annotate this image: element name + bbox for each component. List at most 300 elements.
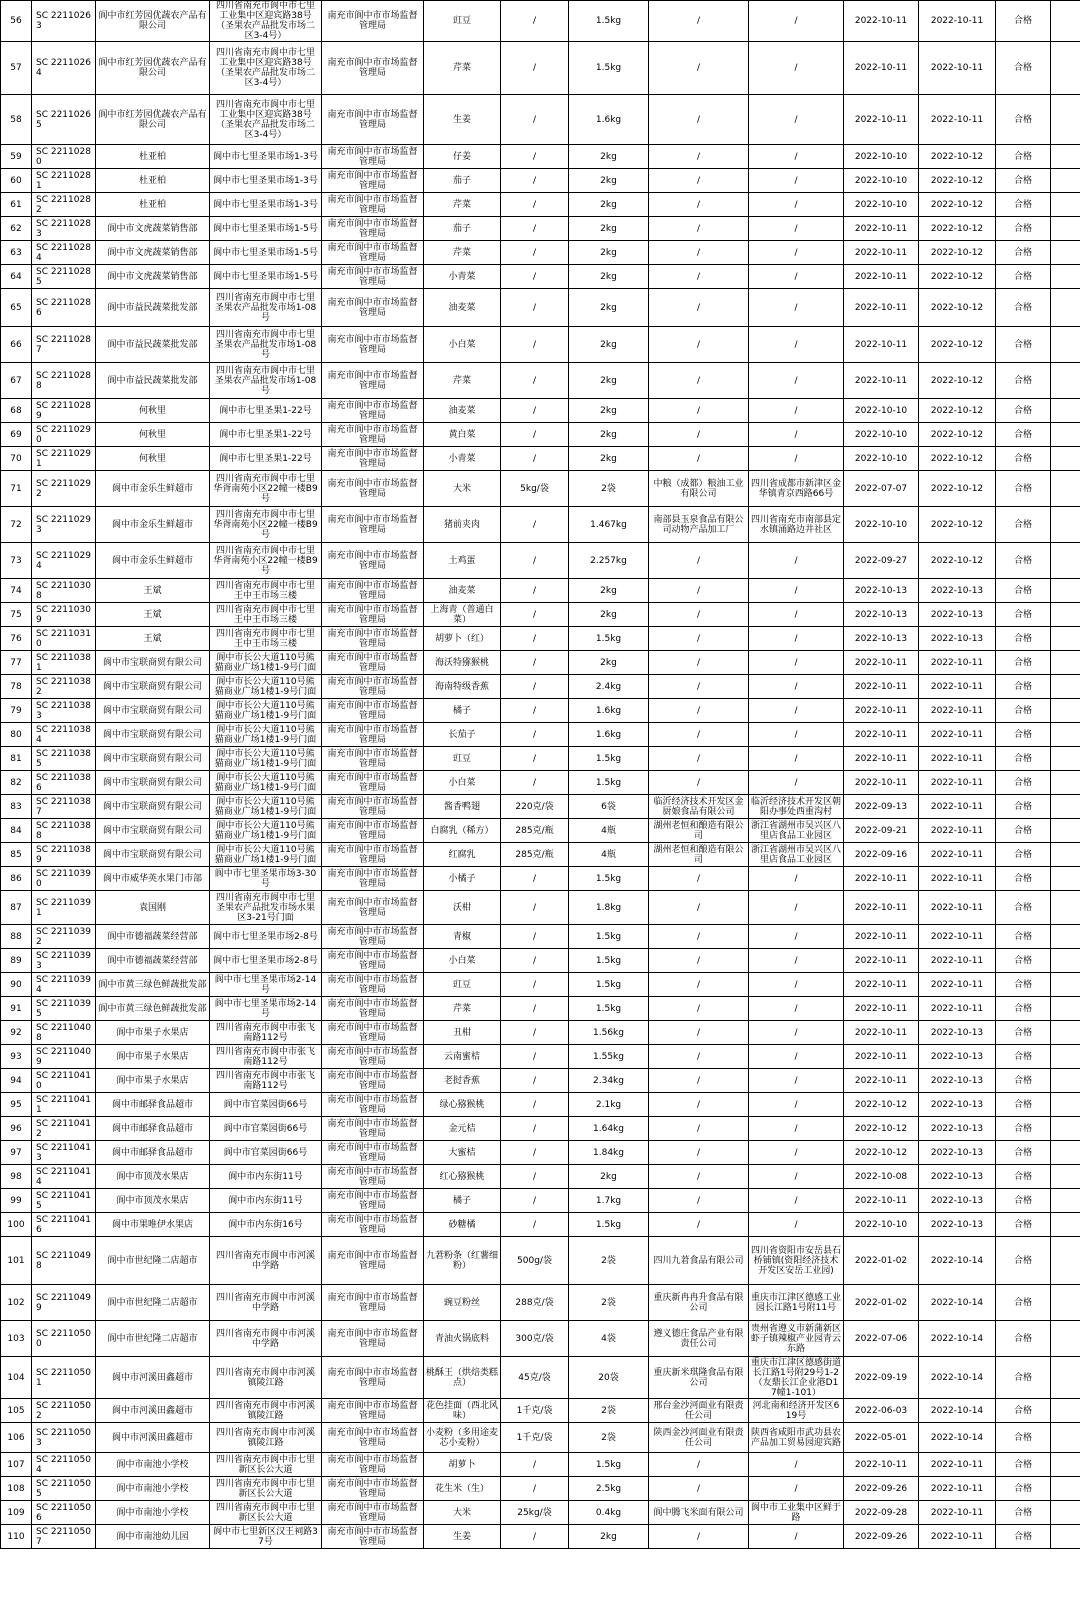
row-number: 107 (1, 1453, 32, 1477)
seller-address: 四川省南充市阆中市七里工业集中区迎宾路38号（圣果农产品批发市场二区3-4号） (210, 1, 322, 42)
food-name: 小麦粉（多用途麦芯小麦粉） (424, 1423, 501, 1453)
sample-quantity: 2.5kg (569, 1477, 649, 1501)
result: 合格 (996, 819, 1051, 843)
manufacturer-address: / (749, 747, 844, 771)
inspection-agency: 南充市阆中市市场监督管理局 (322, 1045, 424, 1069)
production-date: 2022-10-12 (844, 1093, 919, 1117)
row-number: 99 (1, 1189, 32, 1213)
production-date: 2022-10-10 (844, 169, 919, 193)
sample-quantity: 2袋 (569, 471, 649, 507)
production-date: 2022-10-11 (844, 42, 919, 95)
manufacturer-address: / (749, 949, 844, 973)
extra-cell (1051, 1321, 1080, 1357)
manufacturer: / (649, 447, 749, 471)
seller-name: 何秋里 (96, 423, 210, 447)
seller-address: 阆中市七里圣果市场3-30号 (210, 867, 322, 891)
extra-cell (1051, 1213, 1080, 1237)
production-date: 2022-10-11 (844, 217, 919, 241)
table-row (1, 1321, 1080, 1357)
production-date: 2022-10-11 (844, 651, 919, 675)
inspection-agency: 南充市阆中市市场监督管理局 (322, 399, 424, 423)
inspection-agency: 南充市阆中市市场监督管理局 (322, 1321, 424, 1357)
row-number: 69 (1, 423, 32, 447)
table-row (1, 363, 1080, 399)
food-name: 绿心猕猴桃 (424, 1093, 501, 1117)
sample-code: SC 22110391 (32, 891, 96, 925)
manufacturer: 遵义德庄食品产业有限责任公司 (649, 1321, 749, 1357)
sample-quantity: 2kg (569, 265, 649, 289)
manufacturer-address: / (749, 579, 844, 603)
manufacturer: / (649, 1021, 749, 1045)
row-number: 79 (1, 699, 32, 723)
sampling-date: 2022-10-11 (919, 42, 996, 95)
specification: 300克/袋 (501, 1321, 569, 1357)
manufacturer-address: / (749, 1453, 844, 1477)
food-name: 橘子 (424, 1189, 501, 1213)
extra-cell (1051, 1477, 1080, 1501)
table-row (1, 169, 1080, 193)
sample-quantity: 1.7kg (569, 1189, 649, 1213)
result: 合格 (996, 1189, 1051, 1213)
sample-quantity: 1.467kg (569, 507, 649, 543)
food-name: 长茄子 (424, 723, 501, 747)
seller-address: 四川省南充市阆中市七里华胥南苑小区22幢一楼B9号 (210, 543, 322, 579)
sample-quantity: 6袋 (569, 795, 649, 819)
manufacturer: / (649, 1213, 749, 1237)
specification: 220克/袋 (501, 795, 569, 819)
food-name: 芹菜 (424, 193, 501, 217)
table-row (1, 1357, 1080, 1399)
result: 合格 (996, 145, 1051, 169)
production-date: 2022-10-11 (844, 973, 919, 997)
result: 合格 (996, 1, 1051, 42)
table-row (1, 1453, 1080, 1477)
manufacturer-address: / (749, 627, 844, 651)
food-name: 猪前夹肉 (424, 507, 501, 543)
manufacturer: / (649, 169, 749, 193)
sample-code: SC 22110390 (32, 867, 96, 891)
seller-address: 阆中市长公大道110号熊猫商业广场1楼1-9号门面 (210, 723, 322, 747)
sample-quantity: 2.34kg (569, 1069, 649, 1093)
extra-cell (1051, 819, 1080, 843)
row-number: 82 (1, 771, 32, 795)
extra-cell (1051, 627, 1080, 651)
production-date: 2022-09-16 (844, 843, 919, 867)
manufacturer-address: / (749, 327, 844, 363)
manufacturer: / (649, 723, 749, 747)
extra-cell (1051, 771, 1080, 795)
production-date: 2022-10-10 (844, 193, 919, 217)
sample-quantity: 2.257kg (569, 543, 649, 579)
table-row (1, 819, 1080, 843)
seller-address: 阆中市长公大道110号熊猫商业广场1楼1-9号门面 (210, 699, 322, 723)
manufacturer-address: / (749, 1021, 844, 1045)
inspection-agency: 南充市阆中市市场监督管理局 (322, 217, 424, 241)
seller-name: 阆中市宝联商贸有限公司 (96, 819, 210, 843)
inspection-agency: 南充市阆中市市场监督管理局 (322, 1069, 424, 1093)
extra-cell (1051, 1093, 1080, 1117)
production-date: 2022-10-10 (844, 399, 919, 423)
specification: / (501, 1141, 569, 1165)
sample-code: SC 22110387 (32, 795, 96, 819)
sample-code: SC 22110505 (32, 1477, 96, 1501)
manufacturer: / (649, 579, 749, 603)
sample-code: SC 22110411 (32, 1093, 96, 1117)
table-row (1, 507, 1080, 543)
food-name: 大米 (424, 1501, 501, 1525)
manufacturer: / (649, 1045, 749, 1069)
specification: 285克/瓶 (501, 843, 569, 867)
result: 合格 (996, 1045, 1051, 1069)
seller-address: 阆中市七里圣果市场1-3号 (210, 193, 322, 217)
specification: / (501, 447, 569, 471)
row-number: 73 (1, 543, 32, 579)
table-row (1, 1117, 1080, 1141)
sample-code: SC 22110293 (32, 507, 96, 543)
manufacturer: / (649, 771, 749, 795)
manufacturer-address: 四川省资阳市安岳县石桥铺镇(资阳经济技术开发区安岳工业园) (749, 1237, 844, 1285)
extra-cell (1051, 1, 1080, 42)
seller-name: 阆中市益民蔬菜批发部 (96, 289, 210, 327)
seller-name: 阆中市德福蔬菜经营部 (96, 949, 210, 973)
production-date: 2022-10-11 (844, 1189, 919, 1213)
sample-quantity: 2kg (569, 651, 649, 675)
table-row (1, 747, 1080, 771)
sample-quantity: 1.5kg (569, 925, 649, 949)
extra-cell (1051, 1189, 1080, 1213)
sample-code: SC 22110384 (32, 723, 96, 747)
sampling-date: 2022-10-12 (919, 507, 996, 543)
result: 合格 (996, 1021, 1051, 1045)
seller-name: 阆中市果子水果店 (96, 1069, 210, 1093)
seller-name: 阆中市宝联商贸有限公司 (96, 771, 210, 795)
sample-code: SC 22110392 (32, 925, 96, 949)
seller-address: 四川省南充市阆中市河溪镇陵江路 (210, 1423, 322, 1453)
seller-name: 何秋里 (96, 399, 210, 423)
sampling-date: 2022-10-11 (919, 747, 996, 771)
sample-quantity: 2kg (569, 1525, 649, 1549)
sampling-date: 2022-10-11 (919, 1525, 996, 1549)
result: 合格 (996, 747, 1051, 771)
inspection-agency: 南充市阆中市市场监督管理局 (322, 265, 424, 289)
seller-name: 阆中市邮驿食品超市 (96, 1117, 210, 1141)
production-date: 2022-01-02 (844, 1285, 919, 1321)
row-number: 72 (1, 507, 32, 543)
specification: 288克/袋 (501, 1285, 569, 1321)
specification: 500g/袋 (501, 1237, 569, 1285)
manufacturer: / (649, 627, 749, 651)
food-name: 白腐乳（稀方） (424, 819, 501, 843)
sampling-date: 2022-10-11 (919, 949, 996, 973)
manufacturer-address: / (749, 699, 844, 723)
seller-address: 阆中市七里新区汉王祠路37号 (210, 1525, 322, 1549)
sample-code: SC 22110499 (32, 1285, 96, 1321)
sampling-date: 2022-10-12 (919, 145, 996, 169)
inspection-agency: 南充市阆中市市场监督管理局 (322, 1501, 424, 1525)
manufacturer-address: / (749, 997, 844, 1021)
inspection-agency: 南充市阆中市市场监督管理局 (322, 363, 424, 399)
extra-cell (1051, 42, 1080, 95)
table-row (1, 193, 1080, 217)
manufacturer-address: / (749, 1525, 844, 1549)
inspection-agency: 南充市阆中市市场监督管理局 (322, 1213, 424, 1237)
specification: / (501, 1117, 569, 1141)
food-name: 茄子 (424, 217, 501, 241)
manufacturer-address: 浙江省湖州市吴兴区八里店食品工业园区 (749, 819, 844, 843)
sample-code: SC 22110265 (32, 95, 96, 145)
specification: / (501, 507, 569, 543)
seller-address: 四川省南充市阆中市七里圣果农产品批发市场1-08号 (210, 289, 322, 327)
seller-address: 阆中市七里圣果1-22号 (210, 447, 322, 471)
sampling-date: 2022-10-11 (919, 867, 996, 891)
row-number: 94 (1, 1069, 32, 1093)
seller-address: 四川省南充市阆中市河溪镇陵江路 (210, 1357, 322, 1399)
manufacturer-address: 贵州省遵义市新蒲新区虾子镇辣椒产业园青云东路 (749, 1321, 844, 1357)
manufacturer: / (649, 1093, 749, 1117)
sample-quantity: 1.6kg (569, 723, 649, 747)
seller-address: 四川省南充市阆中市七里华胥南苑小区22幢一楼B9号 (210, 471, 322, 507)
production-date: 2022-06-03 (844, 1399, 919, 1423)
inspection-agency: 南充市阆中市市场监督管理局 (322, 699, 424, 723)
seller-address: 四川省南充市阆中市七里圣果农产品批发市场1-08号 (210, 363, 322, 399)
seller-name: 王斌 (96, 579, 210, 603)
production-date: 2022-10-08 (844, 1165, 919, 1189)
seller-name: 阆中市世纪隆二店超市 (96, 1285, 210, 1321)
food-name: 仔姜 (424, 145, 501, 169)
manufacturer: / (649, 603, 749, 627)
extra-cell (1051, 1423, 1080, 1453)
specification: / (501, 603, 569, 627)
manufacturer: 湖州老恒和酿造有限公司 (649, 819, 749, 843)
manufacturer: / (649, 42, 749, 95)
row-number: 78 (1, 675, 32, 699)
manufacturer-address: / (749, 867, 844, 891)
specification: / (501, 1189, 569, 1213)
row-number: 59 (1, 145, 32, 169)
sample-quantity: 2kg (569, 1165, 649, 1189)
sample-quantity: 1.5kg (569, 747, 649, 771)
manufacturer-address: / (749, 891, 844, 925)
extra-cell (1051, 1285, 1080, 1321)
seller-name: 阆中市邮驿食品超市 (96, 1141, 210, 1165)
sample-code: SC 22110289 (32, 399, 96, 423)
sample-code: SC 22110408 (32, 1021, 96, 1045)
inspection-agency: 南充市阆中市市场监督管理局 (322, 1453, 424, 1477)
specification: / (501, 675, 569, 699)
extra-cell (1051, 675, 1080, 699)
sample-quantity: 1.5kg (569, 771, 649, 795)
manufacturer: 四川九莙食品有限公司 (649, 1237, 749, 1285)
production-date: 2022-10-12 (844, 1117, 919, 1141)
food-name: 油麦菜 (424, 399, 501, 423)
table-row (1, 1525, 1080, 1549)
specification: / (501, 747, 569, 771)
seller-name: 杜亚柏 (96, 145, 210, 169)
manufacturer: / (649, 1189, 749, 1213)
table-row (1, 723, 1080, 747)
result: 合格 (996, 95, 1051, 145)
production-date: 2022-09-13 (844, 795, 919, 819)
inspection-agency: 南充市阆中市市场监督管理局 (322, 289, 424, 327)
extra-cell (1051, 1165, 1080, 1189)
seller-address: 阆中市七里圣果市场1-5号 (210, 265, 322, 289)
extra-cell (1051, 169, 1080, 193)
row-number: 60 (1, 169, 32, 193)
extra-cell (1051, 1117, 1080, 1141)
manufacturer: 重庆新米琪隆食品有限公司 (649, 1357, 749, 1399)
food-name: 豇豆 (424, 1, 501, 42)
seller-name: 王斌 (96, 627, 210, 651)
inspection-agency: 南充市阆中市市场监督管理局 (322, 193, 424, 217)
specification: 285克/瓶 (501, 819, 569, 843)
production-date: 2022-07-07 (844, 471, 919, 507)
seller-address: 四川省南充市阆中市七里新区长公大道 (210, 1453, 322, 1477)
manufacturer: / (649, 399, 749, 423)
extra-cell (1051, 723, 1080, 747)
food-name: 芹菜 (424, 997, 501, 1021)
table-row (1, 1, 1080, 42)
inspection-agency: 南充市阆中市市场监督管理局 (322, 925, 424, 949)
seller-name: 阆中市金乐生鲜超市 (96, 543, 210, 579)
manufacturer: 重庆新冉冉升食品有限公司 (649, 1285, 749, 1321)
inspection-agency: 南充市阆中市市场监督管理局 (322, 1399, 424, 1423)
sample-quantity: 1.6kg (569, 699, 649, 723)
table-row (1, 1399, 1080, 1423)
sampling-date: 2022-10-11 (919, 699, 996, 723)
sample-code: SC 22110409 (32, 1045, 96, 1069)
inspection-agency: 南充市阆中市市场监督管理局 (322, 891, 424, 925)
sampling-date: 2022-10-12 (919, 289, 996, 327)
seller-address: 四川省南充市阆中市七里华胥南苑小区22幢一楼B9号 (210, 507, 322, 543)
sample-quantity: 1.5kg (569, 867, 649, 891)
sampling-date: 2022-10-13 (919, 1045, 996, 1069)
food-name: 小橘子 (424, 867, 501, 891)
production-date: 2022-10-10 (844, 145, 919, 169)
inspection-agency: 南充市阆中市市场监督管理局 (322, 1, 424, 42)
specification: 1千克/袋 (501, 1423, 569, 1453)
manufacturer-address: / (749, 675, 844, 699)
seller-name: 阆中市益民蔬菜批发部 (96, 327, 210, 363)
manufacturer: / (649, 925, 749, 949)
production-date: 2022-10-11 (844, 1069, 919, 1093)
inspection-agency: 南充市阆中市市场监督管理局 (322, 327, 424, 363)
inspection-agency: 南充市阆中市市场监督管理局 (322, 675, 424, 699)
sample-quantity: 1.5kg (569, 1453, 649, 1477)
row-number: 106 (1, 1423, 32, 1453)
sample-quantity: 2kg (569, 217, 649, 241)
inspection-agency: 南充市阆中市市场监督管理局 (322, 627, 424, 651)
sample-code: SC 22110383 (32, 699, 96, 723)
table-row (1, 867, 1080, 891)
specification: / (501, 1525, 569, 1549)
inspection-agency: 南充市阆中市市场监督管理局 (322, 651, 424, 675)
sample-quantity: 2.1kg (569, 1093, 649, 1117)
seller-name: 阆中市威华英水果门市部 (96, 867, 210, 891)
manufacturer: / (649, 363, 749, 399)
sample-quantity: 4瓶 (569, 843, 649, 867)
manufacturer-address: / (749, 1, 844, 42)
row-number: 100 (1, 1213, 32, 1237)
result: 合格 (996, 579, 1051, 603)
row-number: 85 (1, 843, 32, 867)
specification: / (501, 42, 569, 95)
row-number: 96 (1, 1117, 32, 1141)
manufacturer: / (649, 1, 749, 42)
seller-address: 四川省南充市阆中市河溪中学路 (210, 1285, 322, 1321)
row-number: 88 (1, 925, 32, 949)
table-row (1, 579, 1080, 603)
seller-name: 阆中市宝联商贸有限公司 (96, 675, 210, 699)
result: 合格 (996, 543, 1051, 579)
seller-address: 阆中市长公大道110号熊猫商业广场1楼1-9号门面 (210, 651, 322, 675)
inspection-agency: 南充市阆中市市场监督管理局 (322, 507, 424, 543)
seller-address: 阆中市七里圣果1-22号 (210, 399, 322, 423)
inspection-agency: 南充市阆中市市场监督管理局 (322, 1525, 424, 1549)
manufacturer-address: / (749, 1093, 844, 1117)
food-name: 金元桔 (424, 1117, 501, 1141)
sample-quantity: 1.55kg (569, 1045, 649, 1069)
sample-code: SC 22110382 (32, 675, 96, 699)
sample-code: SC 22110309 (32, 603, 96, 627)
production-date: 2022-10-11 (844, 1021, 919, 1045)
table-row (1, 289, 1080, 327)
manufacturer: / (649, 891, 749, 925)
manufacturer-address: / (749, 42, 844, 95)
inspection-agency: 南充市阆中市市场监督管理局 (322, 723, 424, 747)
sampling-date: 2022-10-12 (919, 193, 996, 217)
specification: / (501, 327, 569, 363)
specification: / (501, 193, 569, 217)
row-number: 104 (1, 1357, 32, 1399)
row-number: 61 (1, 193, 32, 217)
food-name: 芹菜 (424, 42, 501, 95)
manufacturer: / (649, 675, 749, 699)
food-name: 胡萝卜（红） (424, 627, 501, 651)
manufacturer: 南部县玉泉食品有限公司动物产品加工厂 (649, 507, 749, 543)
sampling-date: 2022-10-13 (919, 603, 996, 627)
sample-quantity: 2kg (569, 603, 649, 627)
inspection-agency: 南充市阆中市市场监督管理局 (322, 867, 424, 891)
table-row (1, 1141, 1080, 1165)
production-date: 2022-10-13 (844, 579, 919, 603)
sampling-date: 2022-10-13 (919, 1021, 996, 1045)
sampling-date: 2022-10-12 (919, 169, 996, 193)
sample-code: SC 22110389 (32, 843, 96, 867)
seller-address: 四川省南充市阆中市张飞南路112号 (210, 1021, 322, 1045)
result: 合格 (996, 471, 1051, 507)
manufacturer-address: / (749, 1189, 844, 1213)
table-row (1, 891, 1080, 925)
result: 合格 (996, 843, 1051, 867)
row-number: 102 (1, 1285, 32, 1321)
manufacturer: / (649, 949, 749, 973)
sample-code: SC 22110310 (32, 627, 96, 651)
sampling-date: 2022-10-11 (919, 1477, 996, 1501)
sampling-date: 2022-10-11 (919, 1501, 996, 1525)
table-row (1, 217, 1080, 241)
food-name: 小青菜 (424, 447, 501, 471)
manufacturer: / (649, 1453, 749, 1477)
table-row (1, 1045, 1080, 1069)
seller-address: 阆中市七里圣果市场2-8号 (210, 949, 322, 973)
result: 合格 (996, 507, 1051, 543)
sample-quantity: 2kg (569, 579, 649, 603)
sample-code: SC 22110500 (32, 1321, 96, 1357)
manufacturer-address: 陕西省咸阳市武功县农产品加工贸易园迎宾路 (749, 1423, 844, 1453)
manufacturer-address: / (749, 169, 844, 193)
result: 合格 (996, 1117, 1051, 1141)
specification: / (501, 723, 569, 747)
